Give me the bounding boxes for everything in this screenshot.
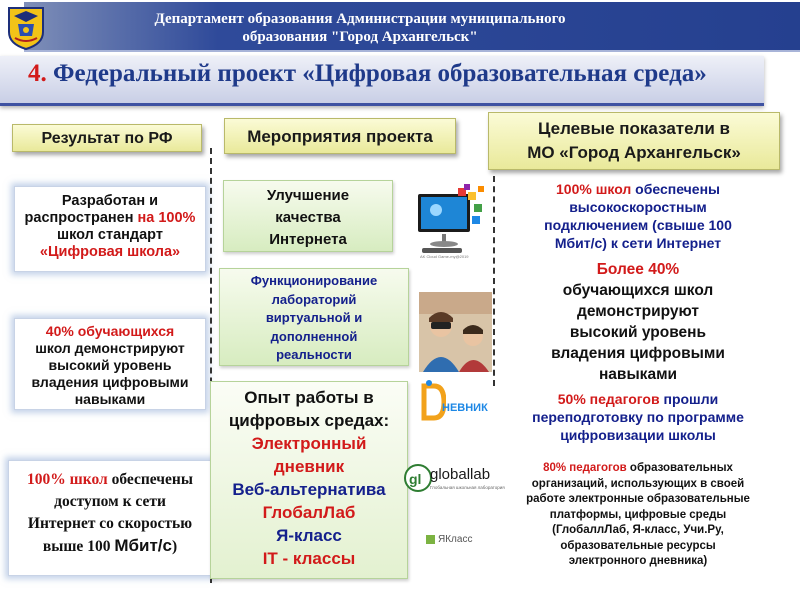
target-line: (ГлобаллЛаб, Я-класс, Учи.Ру, — [552, 524, 724, 536]
globallab-logo-subtitle: Глобальная школьная лаборатория — [430, 485, 505, 490]
yaklass-logo-text: ЯКласс — [438, 534, 473, 545]
target-line: подключением (свыше 100 — [544, 217, 732, 233]
platform-globallab: ГлобалЛаб — [262, 503, 356, 522]
target-internet — [497, 180, 779, 252]
result-highlight: 40% обучающихся — [45, 323, 175, 339]
event-line: Опыт работы в — [244, 388, 374, 407]
target-line: платформы, цифровые среды — [549, 508, 727, 521]
dnevnik-d-icon — [420, 378, 446, 424]
target-line: высокоскоростным — [569, 199, 707, 215]
department-line-1: Департамент образования Администрации муниципального — [154, 11, 566, 27]
result-text: выше 100 — [42, 538, 115, 555]
target-highlight: 100% школ — [556, 181, 632, 197]
target-line: навыками — [598, 366, 678, 383]
target-text: образовательных — [626, 462, 733, 474]
target-line: владения цифровыми — [551, 345, 725, 362]
event-line: Интернета — [269, 231, 347, 248]
event-line: дополненной — [270, 328, 358, 344]
yaklass-logo — [426, 532, 486, 548]
target-line: обучающихся школ — [562, 282, 714, 299]
platform-yaklass: Я-класс — [276, 526, 342, 545]
result-emphasis: Мбит/с — [114, 536, 172, 555]
target-highlight: 50% педагогов — [557, 391, 660, 407]
target-students — [497, 259, 779, 385]
event-line: Улучшение — [266, 187, 350, 204]
target-line: работе электронные образовательные — [526, 493, 750, 505]
target-highlight: Более 40% — [596, 261, 680, 278]
event-box-internet-quality — [223, 180, 393, 252]
target-line: образовательные ресурсы — [560, 539, 716, 552]
target-teachers-platforms — [497, 461, 779, 570]
divider-right — [493, 176, 495, 386]
target-teachers-retraining — [497, 390, 779, 444]
result-line — [9, 535, 211, 558]
result-box-students — [14, 318, 206, 410]
result-line: навыками — [74, 391, 146, 407]
platform-electronic-diary: Электронный — [251, 434, 367, 453]
vr-kids-photo — [419, 292, 492, 372]
result-box-digital-school — [14, 186, 206, 272]
monitor-icon — [412, 182, 490, 262]
result-text: ) — [171, 538, 178, 555]
event-line: реальности — [276, 347, 352, 362]
globallab-logo — [404, 459, 505, 499]
dnevnik-logo-text: НЕВНИК — [442, 402, 488, 414]
target-line — [497, 390, 779, 408]
result-highlight: 100% школ — [27, 471, 108, 488]
middle-column-header — [224, 118, 456, 154]
event-line: Функционирование — [250, 273, 378, 288]
result-box-internet — [8, 460, 212, 576]
result-text: обеспечены — [107, 471, 193, 488]
platform-web-alternative: Веб-альтернатива — [232, 480, 386, 499]
event-box-digital-environments — [210, 381, 408, 579]
result-line: владения цифровыми — [31, 374, 189, 390]
department-name — [90, 10, 630, 46]
target-line: электронного дневника) — [568, 555, 708, 567]
right-column-header — [488, 112, 780, 170]
svg-text:gl: gl — [409, 471, 422, 487]
event-line: виртуальной и — [265, 310, 363, 325]
event-line: цифровых средах: — [228, 411, 390, 430]
result-line: высокий уровень — [48, 357, 172, 373]
event-line: качества — [275, 209, 341, 226]
target-line — [497, 180, 779, 198]
target-line: цифровизации школы — [560, 427, 716, 443]
result-highlight: на 100% — [137, 210, 196, 226]
target-highlight: 80% педагогов — [543, 462, 627, 474]
globallab-gl-icon — [404, 461, 432, 495]
vr-photo-icon — [419, 292, 492, 372]
yaklass-icon — [426, 535, 435, 544]
result-line: доступом к сети — [54, 493, 166, 510]
result-highlight: «Цифровая школа» — [39, 244, 181, 260]
dnevnik-logo — [420, 378, 494, 424]
target-text: обеспечены — [631, 181, 720, 197]
target-line — [497, 461, 779, 477]
event-line: лабораторий — [271, 291, 357, 307]
computer-monitor-image — [412, 182, 490, 262]
target-line: высокий уровень — [569, 324, 707, 341]
right-column-header-line-1: Целевые показатели в — [538, 119, 730, 138]
target-line: переподготовку по программе — [532, 409, 744, 425]
event-box-virtual-labs — [219, 268, 409, 366]
target-line: организаций, использующих в своей — [531, 477, 745, 490]
left-column-header-label: Результат по РФ — [41, 130, 173, 147]
platform-electronic-diary-cont: дневник — [273, 457, 345, 476]
left-column-header — [12, 124, 202, 152]
department-line-2: образования "Город Архангельск" — [242, 29, 478, 45]
target-line: демонстрируют — [577, 303, 699, 320]
city-emblem-icon — [7, 6, 45, 50]
result-line: школ демонстрируют — [35, 340, 185, 356]
slide-title — [28, 60, 768, 88]
result-line: Разработан и — [61, 193, 159, 209]
globallab-logo-text: globallab — [430, 466, 491, 483]
result-line: Интернет со скоростью — [27, 515, 193, 532]
target-text: прошли — [659, 391, 719, 407]
result-line — [9, 469, 211, 491]
title-number: 4. — [28, 60, 47, 87]
result-text: распространен — [24, 210, 138, 226]
result-line: школ стандарт — [57, 227, 163, 243]
result-line — [15, 210, 205, 227]
platform-it-classes: IT - классы — [262, 549, 356, 568]
right-column-header-line-2: МО «Город Архангельск» — [527, 143, 741, 162]
target-line: Мбит/с) к сети Интернет — [554, 235, 722, 251]
monitor-caption: AK Cloud Game-my@2019 — [420, 254, 469, 259]
title-text: Федеральный проект «Цифровая образовательная среда» — [46, 60, 707, 87]
middle-column-header-label: Мероприятия проекта — [247, 127, 433, 146]
